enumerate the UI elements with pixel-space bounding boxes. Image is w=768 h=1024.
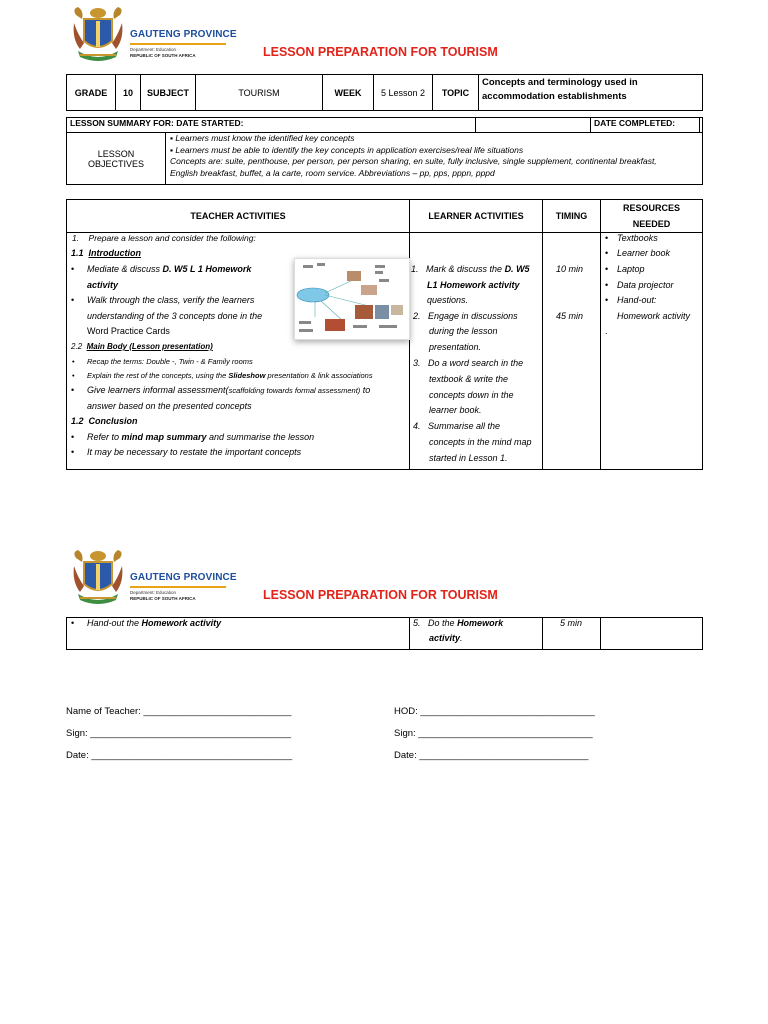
hod-date-field[interactable]: Date: ________________________________ [394,750,589,761]
brand-country: REPUBLIC OF SOUTH AFRICA [130,53,196,58]
mediate-pre: Mediate & discuss [87,264,163,274]
learner-5-bold: Homework [457,618,504,628]
learner-1-pre: Mark & discuss the [426,264,505,274]
teacher-activities-header: TEACHER ACTIVITIES [67,200,410,233]
handout-pre: Hand-out the [87,618,142,628]
objective-text-2: Learners must be able to identify the key concepts in application exercises/real life situations [175,144,524,155]
mediate-text [87,264,251,274]
resources-header-1: RESOURCES [622,203,680,213]
resource-item: Learner book [617,248,671,258]
bullet-icon: • [71,447,75,457]
informal-post: to [360,385,371,395]
bullet-icon: • [71,295,75,305]
resource-item: Textbooks [617,233,658,243]
explain-text [87,371,373,380]
mind-map-image [295,259,409,339]
intro-number: 1.1 [71,248,84,258]
hod-name-field[interactable]: HOD: _________________________________ [394,706,595,717]
conclusion-heading [71,416,138,426]
learner-3-line-2: textbook & write the [429,374,509,384]
learner-2-line-3: presentation. [429,342,482,352]
handout-text [87,618,221,628]
lesson-header-table [66,74,703,111]
objectives-label [67,133,166,185]
brand-department: Department: Education [130,47,177,52]
learner-2-line-2: during the lesson [429,326,498,336]
refer-post: and summarise the lesson [206,432,315,442]
brand-divider [130,586,226,588]
learner-step-2 [413,311,518,321]
intro-heading [71,248,141,258]
step-number: 1. [411,264,419,274]
main-title: Main Body (Lesson presentation) [86,342,213,351]
brand-department: Department: Education [130,590,177,595]
resource-item: Laptop [617,264,645,274]
bullet-icon: • [71,385,75,395]
informal-text [87,385,370,395]
date-started-field[interactable] [476,118,591,133]
learner-4-line-3: started in Lesson 1. [429,453,508,463]
step-number: 5. [413,618,421,628]
concepts-line-2: English breakfast, buffet, a la carte, room service. Abbreviations – pp, pps, pppn, pppd [170,167,495,178]
main-body-heading [71,342,213,351]
bullet-icon: • [605,295,609,305]
recap-text: Recap the terms: Double -, Twin - & Family rooms [87,357,253,366]
learner-5-pre: Do the [428,618,458,628]
mind-map-thumbnail [294,258,410,340]
learner-step-5 [413,618,503,628]
gauteng-logo [68,546,237,606]
gauteng-logo [68,3,237,63]
step-number: 4. [413,421,421,431]
step-number: 3. [413,358,421,368]
learner-5-line-2 [429,633,463,643]
week-value: 5 Lesson 2 [374,75,433,111]
subject-value: TOURISM [196,75,323,111]
learner-3-line-4: learner book. [429,405,482,415]
teacher-name-field[interactable]: Name of Teacher: ____________________________ [66,706,292,717]
grade-label: GRADE [67,75,116,111]
bullet-icon: • [71,264,75,274]
teacher-step-1 [72,233,256,243]
learner-activities-header: LEARNER ACTIVITIES [410,200,543,233]
objectives-label-2: OBJECTIVES [87,158,144,169]
learner-1-bold: D. W5 [504,264,530,274]
bullet-icon: • [71,618,75,628]
bullet-icon: • [605,280,609,290]
mediate-bold: D. W5 L 1 Homework [162,264,252,274]
learner-1-bold-2: L1 Homework activity [427,280,520,290]
topic-value [479,75,703,111]
page-title: LESSON PREPARATION FOR TOURISM [263,588,498,602]
walk-line-3: Word Practice Cards [87,326,170,336]
step-number: 2. [413,311,421,321]
learner-3-line-3: concepts down in the [429,390,514,400]
learner-1-line-3: questions. [427,295,469,305]
coat-of-arms-icon [70,5,126,63]
hod-sign-field[interactable]: Sign: _________________________________ [394,728,593,739]
objectives-label-1: LESSON [97,148,135,159]
learner-3-line-1: Do a word search in the [428,358,524,368]
intro-title: Introduction [88,248,142,258]
bullet-icon: • [72,357,75,366]
bullet-icon: • [605,248,609,258]
resources-cell [601,233,703,470]
conclusion-number: 1.2 [71,416,84,426]
resource-item: Data projector [617,280,674,290]
continued-resources-cell [601,618,703,650]
learner-2-line-1: Engage in discussions [428,311,518,321]
date-completed-field[interactable] [700,118,703,133]
main-number: 2.2 [71,342,83,351]
coat-of-arms-icon [70,548,126,606]
timing-5-min: 5 min [560,618,583,628]
learner-4-line-2: concepts in the mind map [429,437,532,447]
learner-step-1 [411,264,530,274]
resource-item: Homework activity [617,311,691,321]
resource-item: Hand-out: [617,295,657,305]
refer-bold: mind map summary [121,432,207,442]
restate-text: It may be necessary to restate the important concepts [87,447,302,457]
teacher-sign-field[interactable]: Sign: ______________________________________ [66,728,292,739]
resource-dot: . [605,326,608,336]
walk-line-1: Walk through the class, verify the learners [87,295,255,305]
informal-pre: Give learners informal assessment( [87,385,229,395]
learner-5-post: . [460,633,463,643]
date-completed-label: DATE COMPLETED: [591,118,700,133]
refer-text [87,432,314,442]
explain-bold: Slideshow [228,371,266,380]
page-title: LESSON PREPARATION FOR TOURISM [263,45,498,59]
step-text: Prepare a lesson and consider the following: [88,233,256,243]
summary-label: LESSON SUMMARY FOR: DATE STARTED: [67,118,476,133]
brand-divider [130,43,226,45]
objective-item: ▪ Learners must be able to identify the key concepts in application exercises/real life situations [170,144,524,155]
bullet-icon: • [605,264,609,274]
timing-45-min: 45 min [556,311,584,321]
refer-pre: Refer to [87,432,122,442]
timing-header: TIMING [543,200,601,233]
brand-country: REPUBLIC OF SOUTH AFRICA [130,596,196,601]
topic-line-1: Concepts and terminology used in [482,76,638,88]
walk-line-2: understanding of the 3 concepts done in the [87,311,263,321]
objective-text-1: Learners must know the identified key concepts [175,133,355,143]
topic-line-2: accommodation establishments [482,90,627,102]
informal-line-2: answer based on the presented concepts [87,401,252,411]
grade-value: 10 [116,75,141,111]
mediate-bold-2: activity [87,280,119,290]
learner-4-line-1: Summarise all the [428,421,501,431]
informal-small: scaffolding towards formal assessment) [228,386,361,395]
explain-pre: Explain the rest of the concepts, using the [87,371,229,380]
timing-10-min: 10 min [556,264,584,274]
concepts-line-1: Concepts are: suite, penthouse, per person, per person sharing, en suite, fully inclusive, single supplement, continental breakfast, [170,156,657,166]
subject-label: SUBJECT [141,75,196,111]
resources-header-2: NEEDED [632,219,671,229]
brand-name: GAUTENG PROVINCE [130,29,237,40]
step-number: 1. [72,233,80,243]
bullet-icon: • [71,432,75,442]
resources-header [601,200,703,233]
objectives-content [166,133,703,185]
lesson-summary-table [66,117,703,185]
learner-5-bold-2: activity [429,633,461,643]
explain-post: presentation & link associations [265,371,373,380]
conclusion-title: Conclusion [88,416,138,426]
learner-step-4 [413,421,500,431]
brand-name: GAUTENG PROVINCE [130,572,237,583]
teacher-date-field[interactable]: Date: ______________________________________ [66,750,293,761]
bullet-icon: • [72,371,75,380]
week-label: WEEK [323,75,374,111]
bullet-icon: • [605,233,609,243]
topic-label: TOPIC [433,75,479,111]
handout-bold: Homework activity [141,618,222,628]
learner-step-3 [413,358,523,368]
objective-item: ▪ Learners must know the identified key concepts [170,133,355,143]
